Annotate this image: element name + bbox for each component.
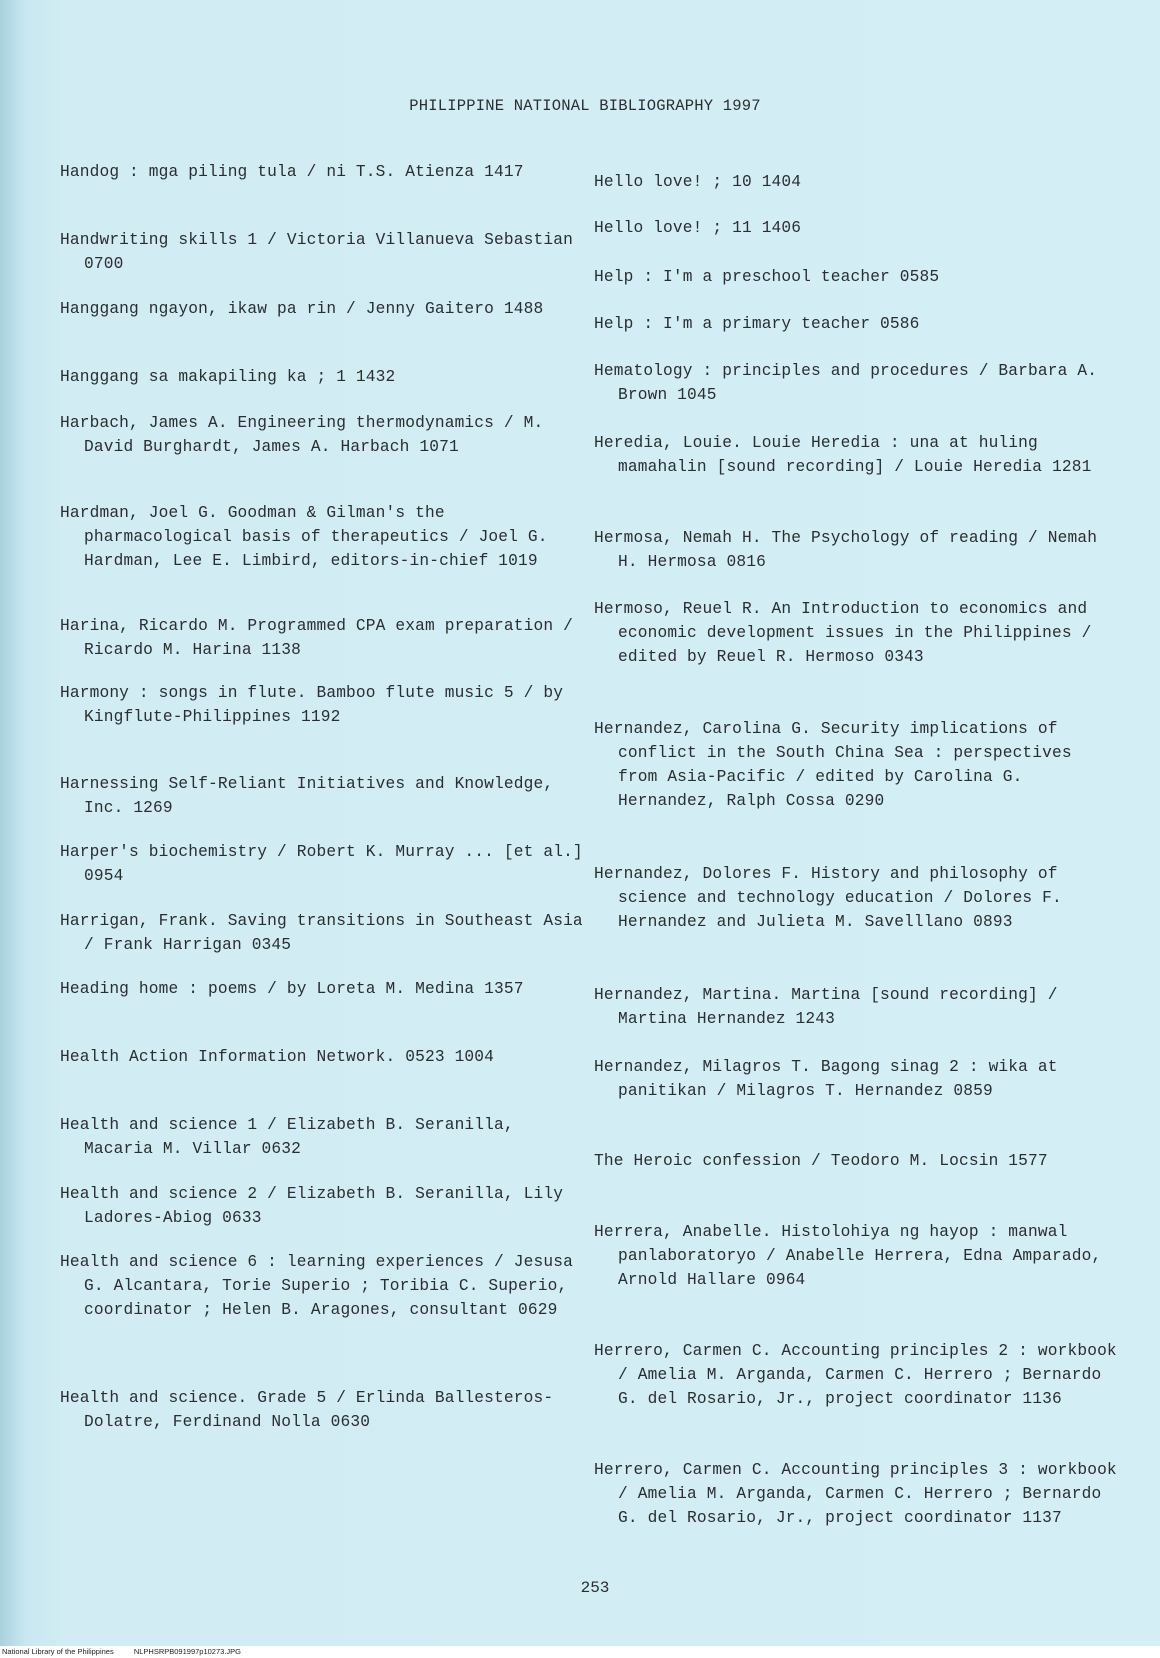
entry: Hernandez, Dolores F. History and philosophy of science and technology education / Dolores F. Hernandez and Julieta M. Savelllano 0893 [594, 865, 1072, 931]
entry: Help : I'm a primary teacher 0586 [594, 315, 920, 333]
entry: Handog : mga piling tula / ni T.S. Atienza 1417 [60, 163, 524, 181]
entry: Harbach, James A. Engineering thermodynamics / M. David Burghardt, James A. Harbach 1071 [60, 414, 554, 456]
entry: Health and science 6 : learning experiences / Jesusa G. Alcantara, Torie Superio ; Toribia C. Superio, coordinator ; Helen B. Aragones, consultant 0629 [60, 1253, 583, 1319]
entry: Harina, Ricardo M. Programmed CPA exam preparation / Ricardo M. Harina 1138 [60, 617, 583, 659]
entry: Harnessing Self-Reliant Initiatives and Knowledge, Inc. 1269 [60, 775, 564, 817]
running-head: PHILIPPINE NATIONAL BIBLIOGRAPHY 1997 [409, 97, 761, 115]
entry: Heredia, Louie. Louie Heredia : una at huling mamahalin [sound recording] / Louie Heredia 1281 [594, 434, 1092, 476]
entry: Heading home : poems / by Loreta M. Medina 1357 [60, 980, 524, 998]
entry: Health and science. Grade 5 / Erlinda Ballesteros-Dolatre, Ferdinand Nolla 0630 [60, 1389, 554, 1431]
entry: Harmony : songs in flute. Bamboo flute music 5 / by Kingflute-Philippines 1192 [60, 684, 573, 726]
entry: Hanggang sa makapiling ka ; 1 1432 [60, 368, 396, 386]
entry: Harrigan, Frank. Saving transitions in Southeast Asia / Frank Harrigan 0345 [60, 912, 593, 954]
entry: Herrera, Anabelle. Histolohiya ng hayop : manwal panlaboratoryo / Anabelle Herrera, Edna Amparado, Arnold Hallare 0964 [594, 1223, 1112, 1289]
entry: Hernandez, Milagros T. Bagong sinag 2 : wika at panitikan / Milagros T. Hernandez 0859 [594, 1058, 1068, 1100]
entry: Herrero, Carmen C. Accounting principles 3 : workbook / Amelia M. Arganda, Carmen C. Herrero ; Bernardo G. del Rosario, Jr., project coordinator 1137 [594, 1461, 1127, 1527]
entry: Harper's biochemistry / Robert K. Murray ... [et al.] 0954 [60, 843, 593, 885]
entry: Hernandez, Carolina G. Security implications of conflict in the South China Sea : perspectives from Asia-Pacific / edited by Carolina G. Hernandez, Ralph Cossa 0290 [594, 720, 1082, 810]
entry: Health Action Information Network. 0523 1004 [60, 1048, 495, 1066]
entry: Herrero, Carmen C. Accounting principles 2 : workbook / Amelia M. Arganda, Carmen C. Herrero ; Bernardo G. del Rosario, Jr., project coordinator 1136 [594, 1342, 1127, 1408]
scan-credit-footer [0, 1646, 1160, 1658]
entry: Hermosa, Nemah H. The Psychology of reading / Nemah H. Hermosa 0816 [594, 529, 1107, 571]
footer-library-name: National Library of the Philippines [2, 1647, 114, 1656]
entry: Handwriting skills 1 / Victoria Villanueva Sebastian 0700 [60, 231, 583, 273]
footer-file-name: NLPHSRPB091997p10273.JPG [133, 1647, 241, 1656]
entry: Hematology : principles and procedures / Barbara A. Brown 1045 [594, 362, 1107, 404]
entry: Hardman, Joel G. Goodman & Gilman's the pharmacological basis of therapeutics / Joel G. Hardman, Lee E. Limbird, editors-in-chief 1019 [60, 504, 558, 570]
entry: Hermoso, Reuel R. An Introduction to economics and economic development issues in the Philippines / edited by Reuel R. Hermoso 0343 [594, 600, 1102, 666]
entry: Health and science 1 / Elizabeth B. Seranilla, Macaria M. Villar 0632 [60, 1116, 524, 1158]
entry: Hello love! ; 11 1406 [594, 219, 802, 237]
entry: Hernandez, Martina. Martina [sound recording] / Martina Hernandez 1243 [594, 986, 1068, 1028]
page-number: 253 [580, 1579, 610, 1597]
entry: Help : I'm a preschool teacher 0585 [594, 268, 940, 286]
entry: Hanggang ngayon, ikaw pa rin / Jenny Gaitero 1488 [60, 300, 544, 318]
entry: Health and science 2 / Elizabeth B. Seranilla, Lily Ladores-Abiog 0633 [60, 1185, 573, 1227]
entry: The Heroic confession / Teodoro M. Locsin 1577 [594, 1152, 1048, 1170]
entry: Hello love! ; 10 1404 [594, 173, 802, 191]
